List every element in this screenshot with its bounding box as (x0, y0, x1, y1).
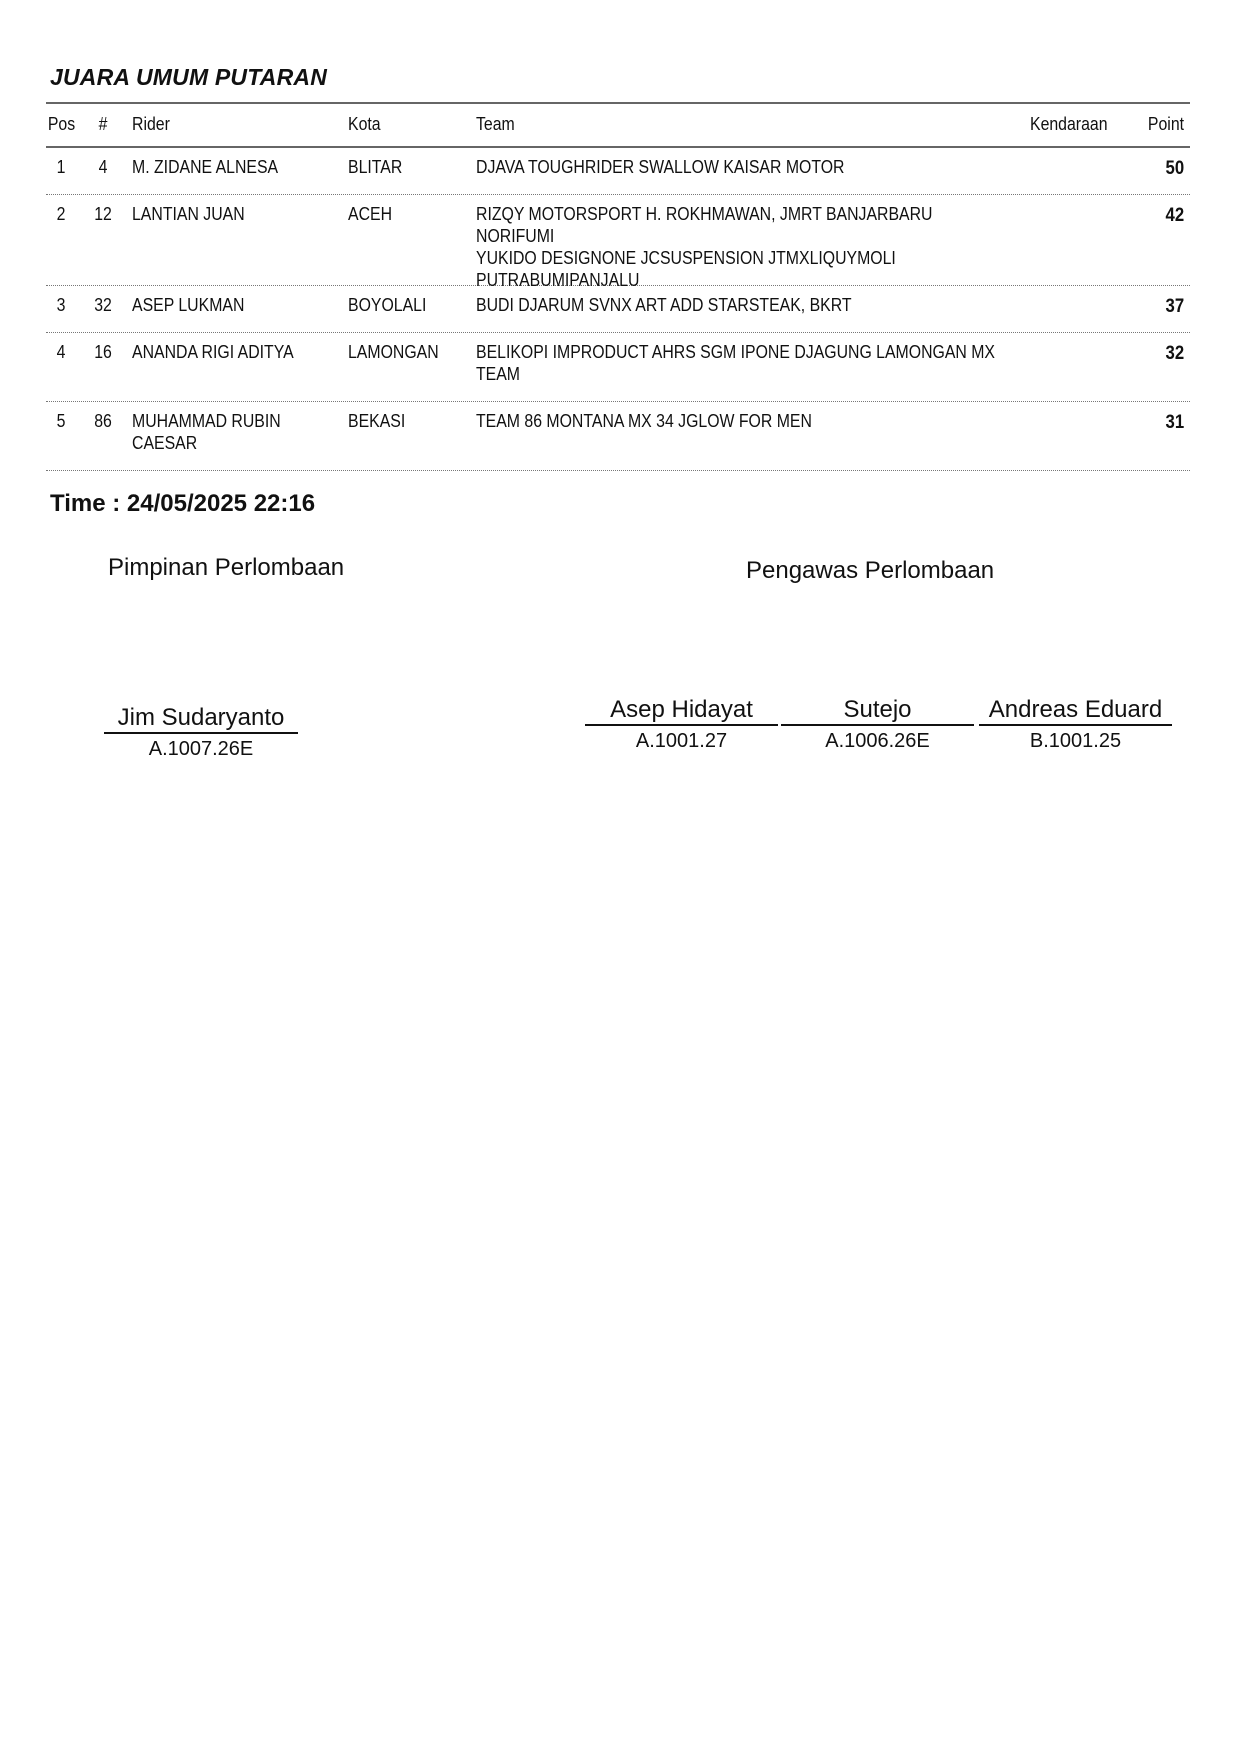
pengawas-1-code: A.1001.27 (635, 730, 728, 752)
cell-line: PUTRABUMIPANJALU (476, 270, 640, 290)
table-row (46, 333, 1190, 402)
cell-point: 37 (1165, 296, 1184, 317)
cell-line: MUHAMMAD RUBIN (132, 411, 281, 431)
header-kendaraan: Kendaraan (1030, 114, 1108, 134)
pengawas-3-signature-line (979, 724, 1172, 726)
cell-kota: BLITAR (348, 157, 403, 177)
pimpinan-code: A.1007.26E (148, 738, 254, 760)
header-pos: Pos (47, 114, 76, 134)
cell-team (476, 341, 1066, 385)
cell-team (476, 410, 1066, 432)
cell-rider (132, 203, 332, 225)
cell-line: BUDI DJARUM SVNX ART ADD STARSTEAK, BKRT (476, 295, 852, 315)
pengawas-3-code: B.1001.25 (1029, 730, 1122, 752)
cell-kota: BEKASI (348, 411, 406, 431)
pimpinan-name: Jim Sudaryanto (117, 704, 285, 731)
cell-number: 4 (98, 157, 108, 177)
pimpinan-signature-line (104, 732, 298, 734)
cell-line: LANTIAN JUAN (132, 204, 245, 224)
cell-rider (132, 156, 332, 178)
pengawas-heading: Pengawas Perlombaan (746, 557, 995, 584)
table-row (46, 148, 1190, 195)
table-row (46, 402, 1190, 471)
results-table (46, 102, 1190, 471)
cell-number: 16 (94, 342, 112, 362)
pengawas-3-name: Andreas Eduard (988, 696, 1163, 723)
pengawas-2-name: Sutejo (843, 696, 912, 723)
cell-line: TEAM (476, 364, 521, 384)
cell-rider (132, 410, 332, 454)
header-team: Team (476, 114, 515, 134)
cell-line: M. ZIDANE ALNESA (132, 157, 279, 177)
cell-pos: 3 (56, 295, 66, 315)
header-number: # (98, 114, 108, 134)
cell-rider (132, 341, 332, 363)
cell-line: YUKIDO DESIGNONE JCSUSPENSION JTMXLIQUYMOLI (476, 248, 896, 268)
cell-team (476, 156, 1066, 178)
table-body (46, 148, 1190, 471)
pimpinan-heading: Pimpinan Perlombaan (108, 554, 345, 581)
report-time: Time : 24/05/2025 22:16 (50, 490, 316, 517)
cell-team (476, 203, 1066, 291)
cell-line: BELIKOPI IMPRODUCT AHRS SGM IPONE DJAGUNG LAMONGAN MX (476, 342, 995, 362)
cell-line: CAESAR (132, 433, 198, 453)
cell-number: 12 (94, 204, 112, 224)
cell-point: 31 (1165, 412, 1184, 433)
cell-point: 50 (1165, 158, 1184, 179)
cell-kota: BOYOLALI (348, 295, 427, 315)
table-header-row (46, 102, 1190, 148)
cell-line: DJAVA TOUGHRIDER SWALLOW KAISAR MOTOR (476, 157, 845, 177)
cell-pos: 4 (56, 342, 66, 362)
cell-kota: LAMONGAN (348, 342, 439, 362)
header-point: Point (1147, 114, 1184, 134)
cell-point: 32 (1165, 343, 1184, 364)
header-rider: Rider (132, 114, 170, 134)
cell-number: 86 (94, 411, 112, 431)
cell-line: ANANDA RIGI ADITYA (132, 342, 294, 362)
cell-line: ASEP LUKMAN (132, 295, 245, 315)
cell-line: TEAM 86 MONTANA MX 34 JGLOW FOR MEN (476, 411, 812, 431)
table-row (46, 195, 1190, 290)
cell-pos: 1 (56, 157, 66, 177)
cell-rider (132, 294, 332, 316)
cell-pos: 2 (56, 204, 66, 224)
pengawas-1-signature-line (585, 724, 778, 726)
cell-line: RIZQY MOTORSPORT H. ROKHMAWAN, JMRT BANJARBARU NORIFUMI (476, 204, 933, 246)
document-title: JUARA UMUM PUTARAN (50, 64, 328, 90)
cell-team (476, 294, 1066, 316)
cell-number: 32 (94, 295, 112, 315)
table-row (46, 286, 1190, 333)
pengawas-2-signature-line (781, 724, 974, 726)
cell-pos: 5 (56, 411, 66, 431)
cell-point: 42 (1165, 205, 1184, 226)
cell-kota: ACEH (348, 204, 393, 224)
pengawas-1-name: Asep Hidayat (610, 696, 753, 723)
header-kota: Kota (348, 114, 381, 134)
pengawas-2-code: A.1006.26E (825, 730, 930, 752)
